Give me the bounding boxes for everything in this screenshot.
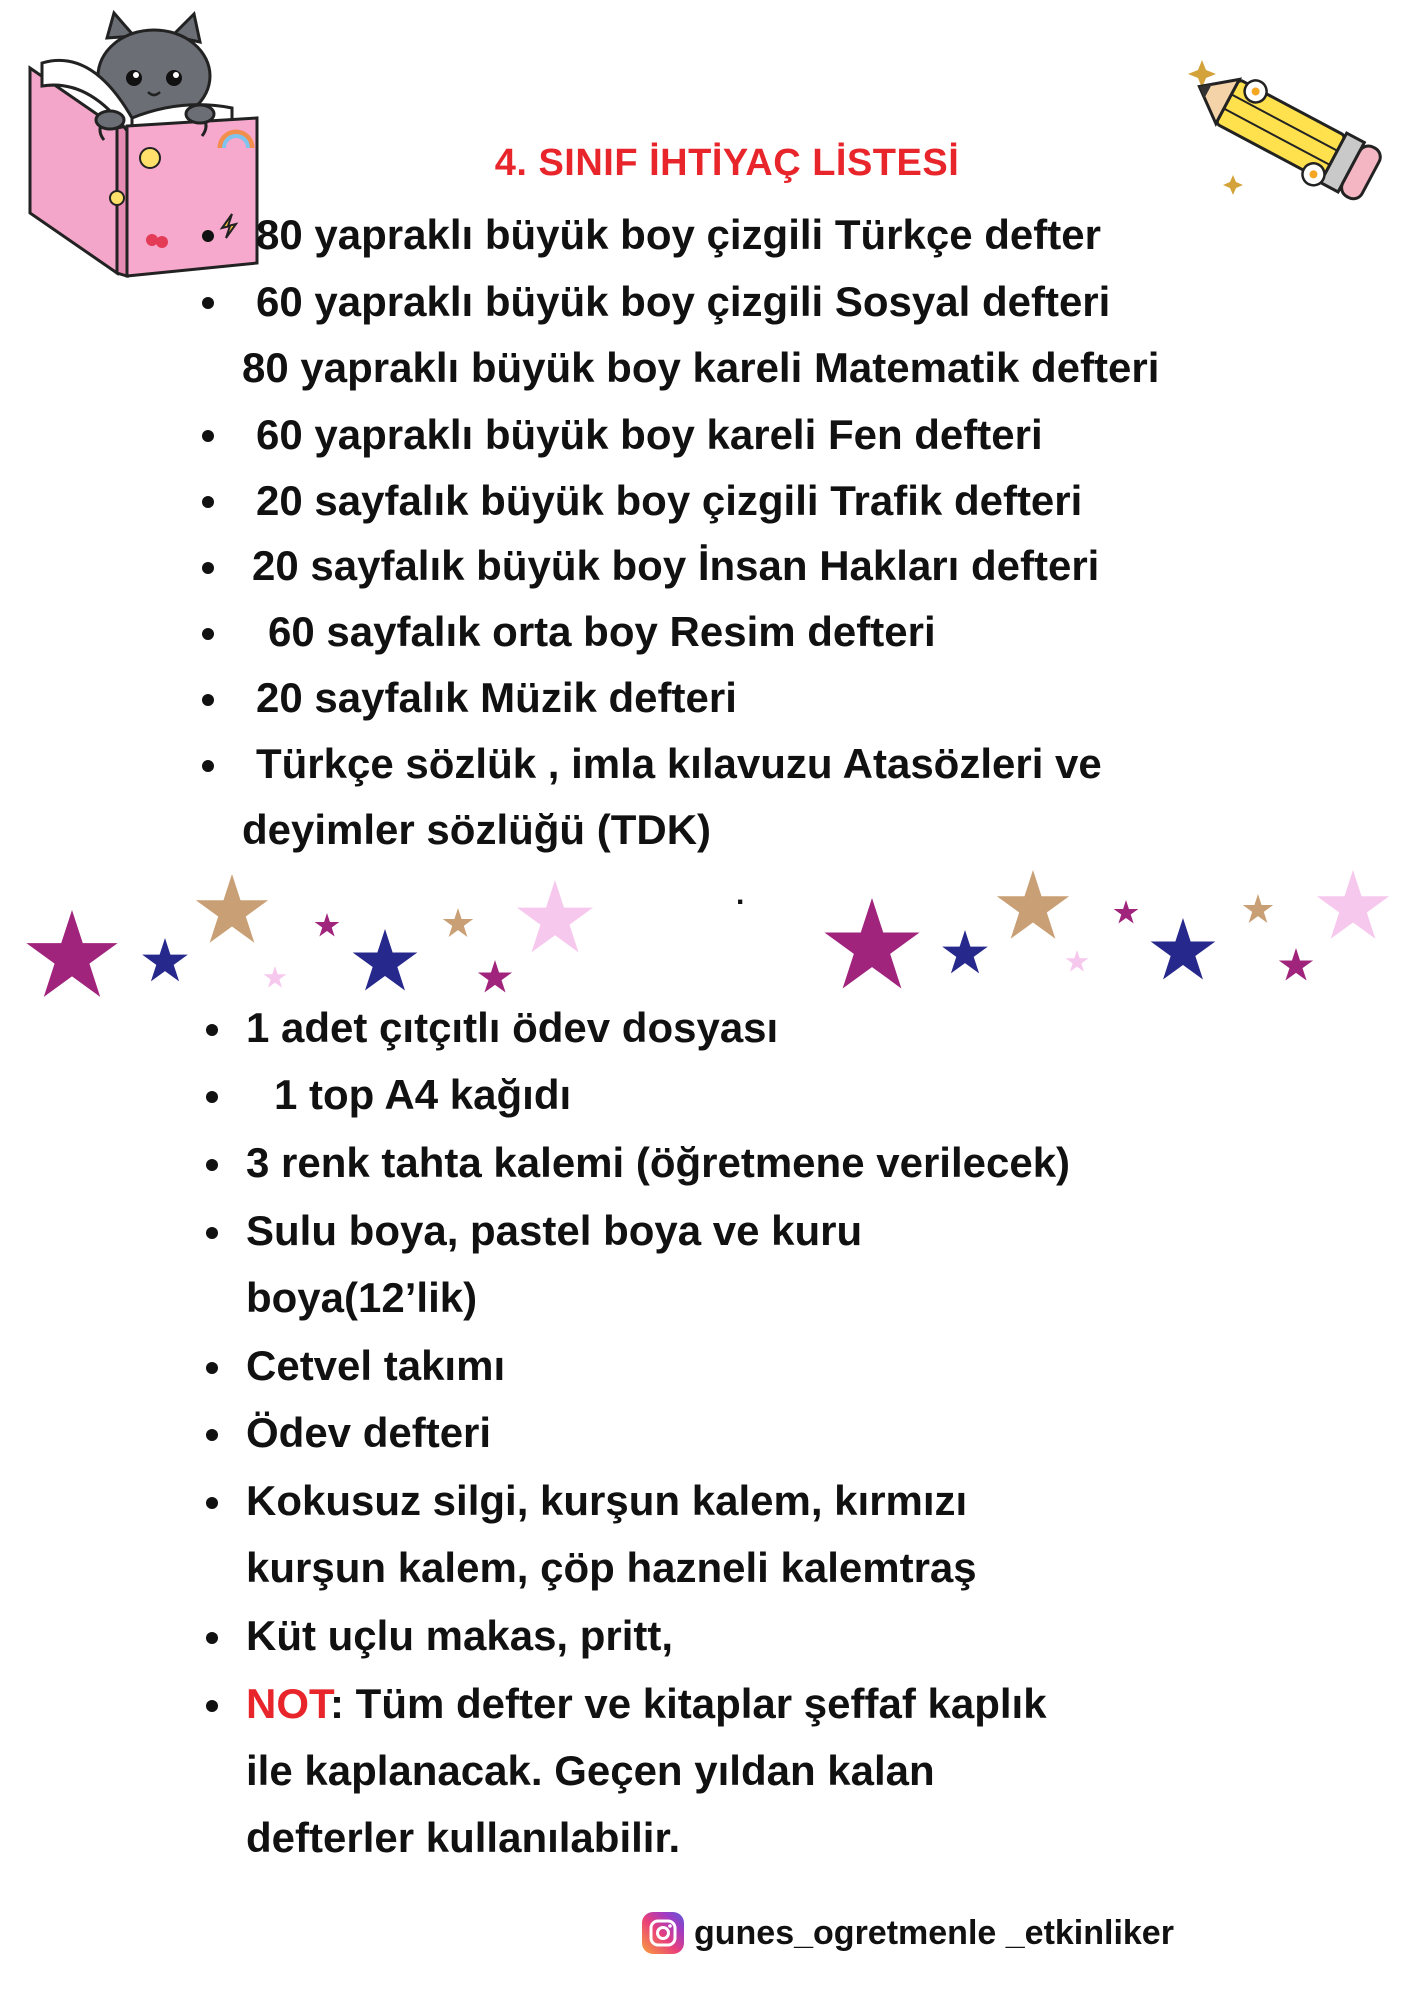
bullet xyxy=(202,694,214,706)
list-item: 60 yapraklı büyük boy kareli Fen defteri xyxy=(256,411,1043,458)
bullet xyxy=(206,1632,218,1644)
bullet xyxy=(202,430,214,442)
list-item: Ödev defteri xyxy=(246,1409,492,1456)
list-item: Türkçe sözlük , imla kılavuzu Atasözleri ve xyxy=(256,740,1102,787)
list-item: 80 yapraklı büyük boy çizgili Türkçe defter xyxy=(256,211,1101,258)
list-item: 1 top A4 kağıdı xyxy=(274,1071,572,1118)
note-text: Tüm defter ve kitaplar şeffaf kaplık xyxy=(355,1680,1047,1727)
list-item: 20 sayfalık büyük boy çizgili Trafik defteri xyxy=(256,477,1083,524)
note-label: NOT xyxy=(246,1680,330,1727)
list-item-continued: deyimler sözlüğü (TDK) xyxy=(242,806,712,853)
instagram-handle[interactable]: gunes_ogretmenle _etkinliker xyxy=(694,1913,1174,1952)
note-item xyxy=(246,1679,1047,1729)
bullet xyxy=(206,1091,218,1103)
list-item-continued: boya(12’lik) xyxy=(246,1274,478,1321)
bullet xyxy=(202,496,214,508)
divider-dot: . xyxy=(736,878,745,911)
pencil-icon xyxy=(1180,52,1390,212)
footer xyxy=(642,1908,1174,1958)
bullet xyxy=(202,760,214,772)
bullet xyxy=(206,1362,218,1374)
list-item: 60 sayfalık orta boy Resim defteri xyxy=(268,608,936,655)
page-title: 4. SINIF İHTİYAÇ LİSTESİ xyxy=(494,142,960,184)
bullet xyxy=(202,562,214,574)
list-item-continued: kurşun kalem, çöp hazneli kalemtraş xyxy=(246,1544,977,1591)
bullet xyxy=(206,1227,218,1239)
note-separator: : xyxy=(330,1680,344,1727)
note-item-continued: ile kaplanacak. Geçen yıldan kalan xyxy=(246,1747,935,1794)
list-item: Kokusuz silgi, kurşun kalem, kırmızı xyxy=(246,1477,968,1524)
bullet xyxy=(206,1159,218,1171)
bullet xyxy=(202,230,214,242)
list-item: 60 yapraklı büyük boy çizgili Sosyal defteri xyxy=(256,278,1111,325)
list-item: Cetvel takımı xyxy=(246,1342,506,1389)
list-item: 20 sayfalık Müzik defteri xyxy=(256,674,737,721)
instagram-icon[interactable] xyxy=(642,1912,684,1954)
note-item-continued: defterler kullanılabilir. xyxy=(246,1814,681,1861)
bullet xyxy=(206,1024,218,1036)
list-item: Küt uçlu makas, pritt, xyxy=(246,1612,674,1659)
bullet xyxy=(202,297,214,309)
list-item: 20 sayfalık büyük boy İnsan Hakları defteri xyxy=(252,542,1100,589)
bullet xyxy=(206,1497,218,1509)
stars-divider xyxy=(0,860,1414,1020)
list-item: 80 yapraklı büyük boy kareli Matematik defteri xyxy=(242,344,1160,391)
bullet xyxy=(202,628,214,640)
list-item: 3 renk tahta kalemi (öğretmene verilecek) xyxy=(246,1139,1071,1186)
bullet xyxy=(206,1429,218,1441)
bullet xyxy=(206,1700,218,1712)
list-item: Sulu boya, pastel boya ve kuru xyxy=(246,1207,863,1254)
list-item: 1 adet çıtçıtlı ödev dosyası xyxy=(246,1004,779,1051)
